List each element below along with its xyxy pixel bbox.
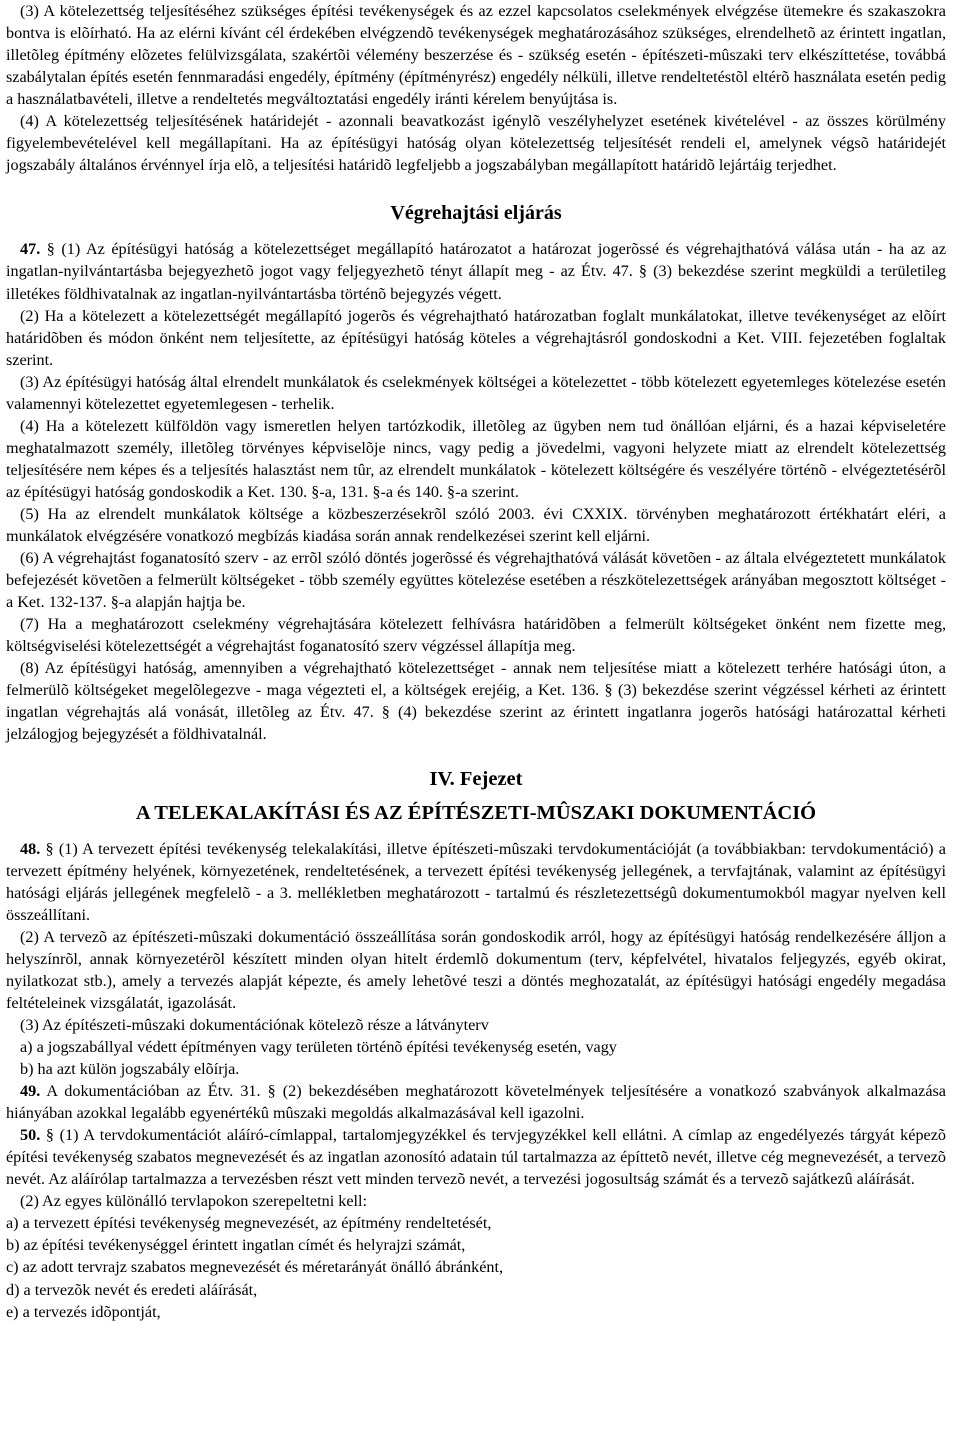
paragraph: d) a tervezõk nevét és eredeti aláírását, bbox=[6, 1280, 258, 1299]
paragraph-text: A dokumentációban az Étv. 31. § (2) bekezdésében meghatározott követelmények teljesítésére a vonatkozó szabványok alkalmazása hiányában azokkal legalább egyenértékû mûszaki megoldás alkalmazásával kell igazolni. bbox=[6, 1082, 946, 1123]
paragraph-number: 50. bbox=[20, 1126, 41, 1145]
paragraph: a) a tervezett építési tevékenység megnevezését, az építmény rendeltetését, bbox=[6, 1214, 492, 1233]
numbered-paragraph bbox=[6, 1124, 946, 1190]
paragraph: a) a jogszabállyal védett építményen vagy területen történõ építési tevékenység esetén, vagy bbox=[20, 1038, 617, 1057]
paragraph: (4) Ha a kötelezett külföldön vagy ismeretlen helyen tartózkodik, illetõleg az ügyben nem tud önállóan eljárni, és a hazai képviseletére meghatalmazott személy, illetõleg törvényes képviselõje nincs, vagy pedig a jövedelmi, vagyoni helyzete miatt az elrendelt kötelezettség teljesítésére nem képes és a teljesítés halasztást nem tûr, az elrendelt munkálatok - kötelezett költségére és veszélyére történõ - elvégeztetésérõl az építésügyi hatóság gondoskodik a Ket. 130. §-a, 131. §-a és 140. §-a szerint. bbox=[6, 416, 946, 501]
numbered-paragraph bbox=[6, 238, 946, 304]
paragraph-number: 49. bbox=[20, 1082, 41, 1101]
paragraph: e) a tervezés idõpontját, bbox=[6, 1302, 161, 1321]
paragraph: (2) Az egyes különálló tervlapokon szerepeltetni kell: bbox=[20, 1192, 368, 1211]
paragraph-text: § (1) Az építésügyi hatóság a kötelezettséget megállapító határozatot a határozat jogerõssé és végrehajthatóvá válása után - ha az az ingatlan-nyilvántartásba bejegyezhetõ jogot vagy feljegyezhetõ tényt állapít meg - az Étv. 47. § (3) bekezdése szerint megküldi a területileg illetékes földhivatalnak az ingatlan-nyilvántartásba történõ bejegyzés végett. bbox=[6, 240, 946, 303]
section-heading: IV. Fejezet bbox=[429, 767, 523, 790]
paragraph: b) ha azt külön jogszabály elõírja. bbox=[20, 1060, 240, 1079]
paragraph: (2) A tervezõ az építészeti-mûszaki dokumentáció összeállítása során gondoskodik arról, hogy az építésügyi hatóság rendelkezésére álljon a helyszínrõl, annak környezetérõl készített minden olyan hitelt érdemlõ dokumentum (terv, képfelvétel, hivatalos feljegyzés, egyéb okirat, nyilatkozat stb.), amely a tervezés alapját képezte, és amely lehetõvé teszi a döntés meghozatalát, az építésügyi hatósági engedély megadása feltételeinek vizsgálatát, igazolását. bbox=[6, 927, 946, 1012]
numbered-paragraph bbox=[6, 838, 946, 926]
paragraph: (3) Az építészeti-mûszaki dokumentációnak kötelezõ része a látványterv bbox=[20, 1015, 489, 1034]
paragraph-number: 47. bbox=[20, 240, 41, 259]
paragraph: b) az építési tevékenységgel érintett ingatlan címét és helyrajzi számát, bbox=[6, 1236, 466, 1255]
paragraph: (3) A kötelezettség teljesítéséhez szükséges építési tevékenységek és az ezzel kapcsolatos cselekmények elvégzése ütemekre és szakaszokra bontva is elõírható. Ha az elérni kívánt cél érdekében elvégzendõ tevékenységek meghatározásához szükséges, elrendelhetõ az érintett ingatlan, illetõleg építmény elõzetes felülvizsgálata, szakértõi vélemény beszerzése és - szükség esetén - építészeti-mûszaki terv elkészíttetése, továbbá szabálytalan építés esetén fennmaradási engedély, építmény (építményrész) engedély nélküli, illetve rendeltetéstõl eltérõ használata esetén pedig a használatbavételi, illetve a rendeltetés megváltoztatási engedély iránti kérelem benyújtása is. bbox=[6, 2, 946, 109]
paragraph: (7) Ha a meghatározott cselekmény végrehajtására kötelezett felhívásra határidõben a felmerült költségeket önként nem fizette meg, költségviselési kötelezettségét a végrehajtást foganatosító szerv végzéssel állapítja meg. bbox=[6, 615, 946, 656]
paragraph-number: 48. bbox=[20, 839, 41, 858]
paragraph: (6) A végrehajtást foganatosító szerv - az errõl szóló döntés jogerõssé és végrehajthatóvá válását követõen - az általa elvégeztetett munkálatok befejezését követõen a felmerült költségeket - több személy együttes kötelezése esetében a részkötelezettségek arányában megosztott költséget - a Ket. 132-137. §-a alapján hajtja be. bbox=[6, 549, 946, 612]
paragraph-text: § (1) A tervdokumentációt aláíró-címlappal, tartalomjegyzékkel és tervjegyzékkel kell ellátni. A címlap az engedélyezés tárgyát képezõ építési tevékenység szabatos megnevezését és az ingatlan azonosító adatain túl tartalmazza az építtetõ nevét, illetve cég megnevezését, a tervezõ nevét. Az aláírólap tartalmazza a tervezésben részt vett minden tervezõ nevét, a tervezési jogosultság számát és a tervezõ sajátkezû aláírását. bbox=[6, 1126, 946, 1189]
paragraph: c) az adott tervrajz szabatos megnevezését és méretarányát önálló ábránként, bbox=[6, 1258, 504, 1277]
section-heading: A TELEKALAKÍTÁSI ÉS AZ ÉPÍTÉSZETI-MÛSZAKI DOKUMENTÁCIÓ bbox=[135, 801, 817, 824]
paragraph: (5) Ha az elrendelt munkálatok költsége a közbeszerzésekrõl szóló 2003. évi CXXIX. törvényben meghatározott értékhatárt eléri, a munkálatok elvégzésére vonatkozó megbízás kiadása során annak rendelkezései szerint kell eljárni. bbox=[6, 504, 946, 546]
paragraph: (4) A kötelezettség teljesítésének határidejét - azonnali beavatkozást igénylõ veszélyhelyzet esetének kivételével - az összes körülmény figyelembevételével kell megállapítani. Ha az építésügyi hatóság olyan kötelezettség teljesítését rendeli el, amelynek végsõ határidejét jogszabály általános érvénnyel írja elõ, a teljesítési határidõ legfeljebb a jogszabályban megállapított határidõ lejártáig terjedhet. bbox=[6, 112, 946, 175]
paragraph: (2) Ha a kötelezett a kötelezettségét megállapító jogerõs és végrehajtható határozatban foglalt munkálatokat, illetve tevékenységet az elõírt határidõben és módon önként nem teljesítette, az építésügyi hatóság köteles a végrehajtásról gondoskodni a Ket. VIII. fejezetében foglaltak szerint. bbox=[6, 306, 946, 369]
numbered-paragraph bbox=[6, 1080, 946, 1124]
section-heading: Végrehajtási eljárás bbox=[390, 202, 562, 225]
paragraph-text: § (1) A tervezett építési tevékenység telekalakítási, illetve építészeti-mûszaki tervdokumentációját (a továbbiakban: tervdokumentáció) a tervezett építmény helyének, környezetének, rendeltetésének, a tervezett építési tevékenység jellegének, a tervfajtának, valamint az építésügyi hatósági eljárás jellegének megfelelõ - a 3. mellékletben meghatározott - tartalmú és részletezettségû dokumentumokból magyar nyelven kell összeállítani. bbox=[6, 839, 946, 924]
paragraph: (8) Az építésügyi hatóság, amennyiben a végrehajtható kötelezettséget - annak nem teljesítése miatt a kötelezett terhére hatósági úton, a felmerülõ költségeket megelõlegezve - maga végezteti el, a költségek erejéig, a Ket. 136. § (3) bekezdése szerint végzéssel kérheti az érintett ingatlan végrehajtás alá vonását, illetõleg az Étv. 47. § (4) bekezdése szerint az érintett ingatlanra jogerõs hatósági határozattal kérheti jelzálogjog bejegyzését a földhivatalnál. bbox=[6, 659, 946, 744]
paragraph: (3) Az építésügyi hatóság által elrendelt munkálatok és cselekmények költségei a kötelezettet - több kötelezett egyetemleges kötelezése esetén valamennyi kötelezettet egyetemlegesen - terhelik. bbox=[6, 372, 946, 413]
